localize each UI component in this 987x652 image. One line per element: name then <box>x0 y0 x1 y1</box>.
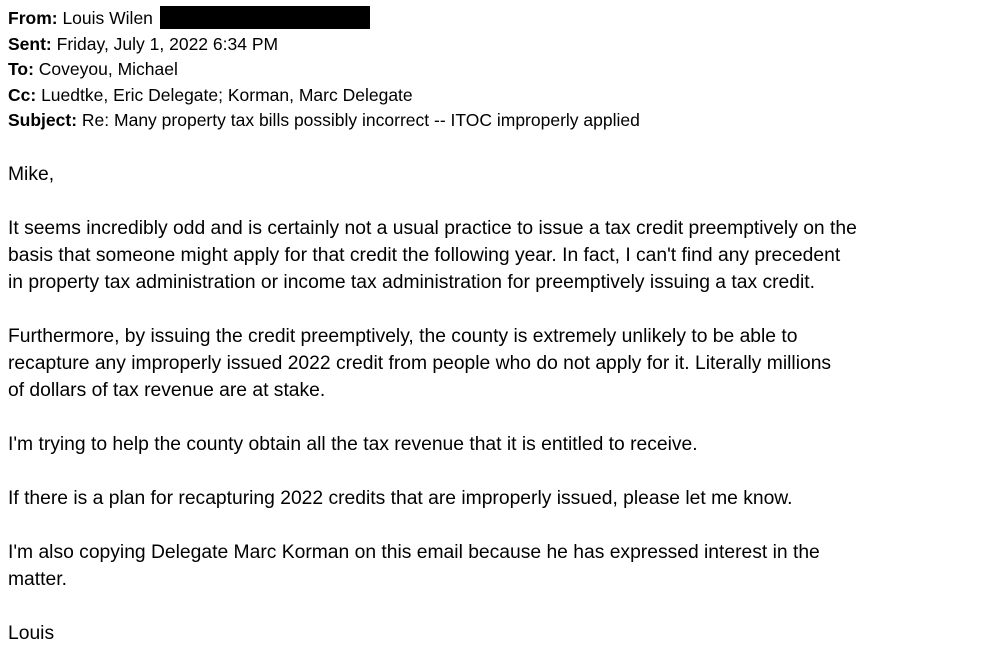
paragraph-1 <box>8 215 978 296</box>
to-label: To: <box>8 59 34 80</box>
cc-line <box>8 83 978 109</box>
from-line <box>8 6 978 32</box>
subject-value: Re: Many property tax bills possibly incorrect -- ITOC improperly applied <box>81 110 640 131</box>
sent-value: Friday, July 1, 2022 6:34 PM <box>56 33 279 54</box>
paragraph-line: basis that someone might apply for that credit the following year. In fact, I can't find any precedent <box>8 244 841 266</box>
paragraph-line: I'm also copying Delegate Marc Korman on this email because he has expressed interest in the <box>8 541 820 563</box>
email-header <box>8 6 978 134</box>
paragraph-4: If there is a plan for recapturing 2022 credits that are improperly issued, please let me know. <box>8 487 793 509</box>
greeting: Mike, <box>8 163 55 185</box>
paragraph-line: of dollars of tax revenue are at stake. <box>8 379 326 401</box>
to-value: Coveyou, Michael <box>38 59 178 80</box>
email-body <box>8 161 978 647</box>
sent-line <box>8 32 978 58</box>
paragraph-line: It seems incredibly odd and is certainly not a usual practice to issue a tax credit preemptively on the <box>8 217 857 239</box>
sent-label: Sent: <box>8 33 52 54</box>
paragraph-3: I'm trying to help the county obtain all the tax revenue that it is entitled to receive. <box>8 433 698 455</box>
paragraph-line: recapture any improperly issued 2022 credit from people who do not apply for it. Literally millions <box>8 352 832 374</box>
to-line <box>8 57 978 83</box>
email-message <box>8 6 978 647</box>
from-value: Louis Wilen <box>62 8 153 28</box>
from-label: From: <box>8 8 58 28</box>
paragraph-line: Furthermore, by issuing the credit preemptively, the county is extremely unlikely to be able to <box>8 325 798 347</box>
cc-label: Cc: <box>8 84 37 105</box>
paragraph-2 <box>8 323 978 404</box>
signature: Louis <box>8 622 55 644</box>
redaction-box <box>160 6 370 29</box>
subject-line <box>8 108 978 134</box>
paragraph-5 <box>8 539 978 593</box>
paragraph-line: matter. <box>8 568 67 590</box>
subject-label: Subject: <box>8 110 78 131</box>
cc-value: Luedtke, Eric Delegate; Korman, Marc Delegate <box>41 84 413 105</box>
paragraph-line: in property tax administration or income tax administration for preemptively issuing a tax credit. <box>8 271 815 293</box>
